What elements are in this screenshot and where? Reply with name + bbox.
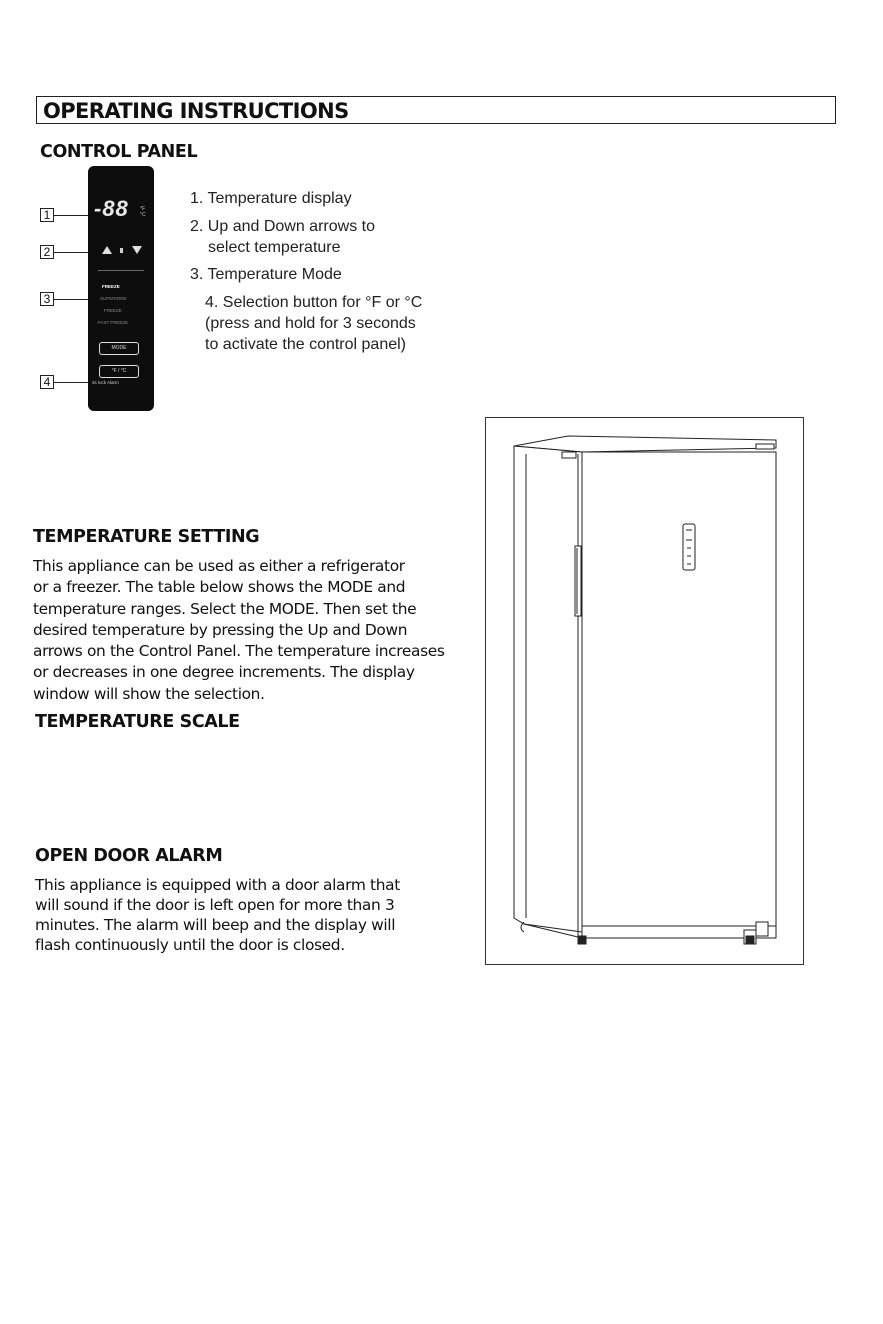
control-panel-illustration xyxy=(88,166,154,411)
temperature-display: -88 xyxy=(94,196,129,221)
open-door-alarm-text xyxy=(35,875,400,955)
legend-item-1: 1. Temperature display xyxy=(190,190,352,207)
open-door-alarm-heading: OPEN DOOR ALARM xyxy=(35,846,223,866)
upright-freezer-illustration xyxy=(486,418,803,964)
temperature-setting-text xyxy=(33,556,445,705)
legend-item-2: 2. Up and Down arrows to xyxy=(190,218,375,235)
text-line: This appliance can be used as either a refrigerator xyxy=(33,557,405,575)
mode-button[interactable]: MODE xyxy=(99,342,139,355)
text-line: minutes. The alarm will beep and the display will xyxy=(35,916,396,934)
text-line: temperature ranges. Select the MODE. Then set the xyxy=(33,599,417,618)
text-line: This appliance is equipped with a door alarm that xyxy=(35,876,400,894)
temperature-unit-indicator: °F °C xyxy=(140,206,146,218)
callout-4: 4 xyxy=(40,375,54,389)
callout-1: 1 xyxy=(40,208,54,222)
text-line: or a freezer. The table below shows the MODE and xyxy=(33,578,406,597)
panel-divider xyxy=(98,270,144,271)
unit-toggle-button[interactable]: °F / °C xyxy=(99,365,139,378)
text-line: will sound if the door is left open for more than 3 xyxy=(35,896,395,914)
text-line: window will show the selection. xyxy=(33,684,265,703)
legend-item-4-cont-1: (press and hold for 3 seconds xyxy=(205,315,416,332)
mode-label-freeze: FREEZE xyxy=(102,284,120,289)
down-arrow-icon xyxy=(132,246,142,254)
callout-2-leader xyxy=(54,252,90,253)
temperature-scale-heading: TEMPERATURE SCALE xyxy=(35,712,240,732)
callout-3: 3 xyxy=(40,292,54,306)
callout-4-leader xyxy=(54,382,90,383)
callout-1-leader xyxy=(54,215,90,216)
legend-item-4-cont-2: to activate the control panel) xyxy=(205,336,407,353)
legend-item-4: 4. Selection button for °F or °C xyxy=(205,294,423,311)
temperature-setting-heading: TEMPERATURE SETTING xyxy=(33,527,260,547)
mode-label-superiore: SUPERIORE xyxy=(100,296,127,301)
up-down-arrows xyxy=(100,244,144,256)
legend-item-2-cont: select temperature xyxy=(208,239,341,256)
page-title: OPERATING INSTRUCTIONS xyxy=(43,99,349,123)
text-line: flash continuously until the door is closed. xyxy=(35,936,345,954)
up-arrow-icon xyxy=(102,246,112,254)
unit-button-caption: 3s lock Alarm xyxy=(92,380,119,385)
control-panel-heading: CONTROL PANEL xyxy=(40,142,198,162)
text-line: desired temperature by pressing the Up and Down xyxy=(33,620,408,639)
section-banner xyxy=(36,96,836,124)
text-line: or decreases in one degree increments. The display xyxy=(33,663,415,682)
mode-label-fast-freeze: FAST FREEZE xyxy=(98,320,129,325)
callout-3-leader xyxy=(54,299,90,300)
callout-2: 2 xyxy=(40,245,54,259)
legend-item-3: 3. Temperature Mode xyxy=(190,266,342,283)
mode-label-freeze-2: FREEZE xyxy=(104,308,122,313)
lock-icon xyxy=(120,248,123,253)
text-line: arrows on the Control Panel. The temperature increases xyxy=(33,642,445,661)
appliance-figure-frame xyxy=(485,417,804,965)
